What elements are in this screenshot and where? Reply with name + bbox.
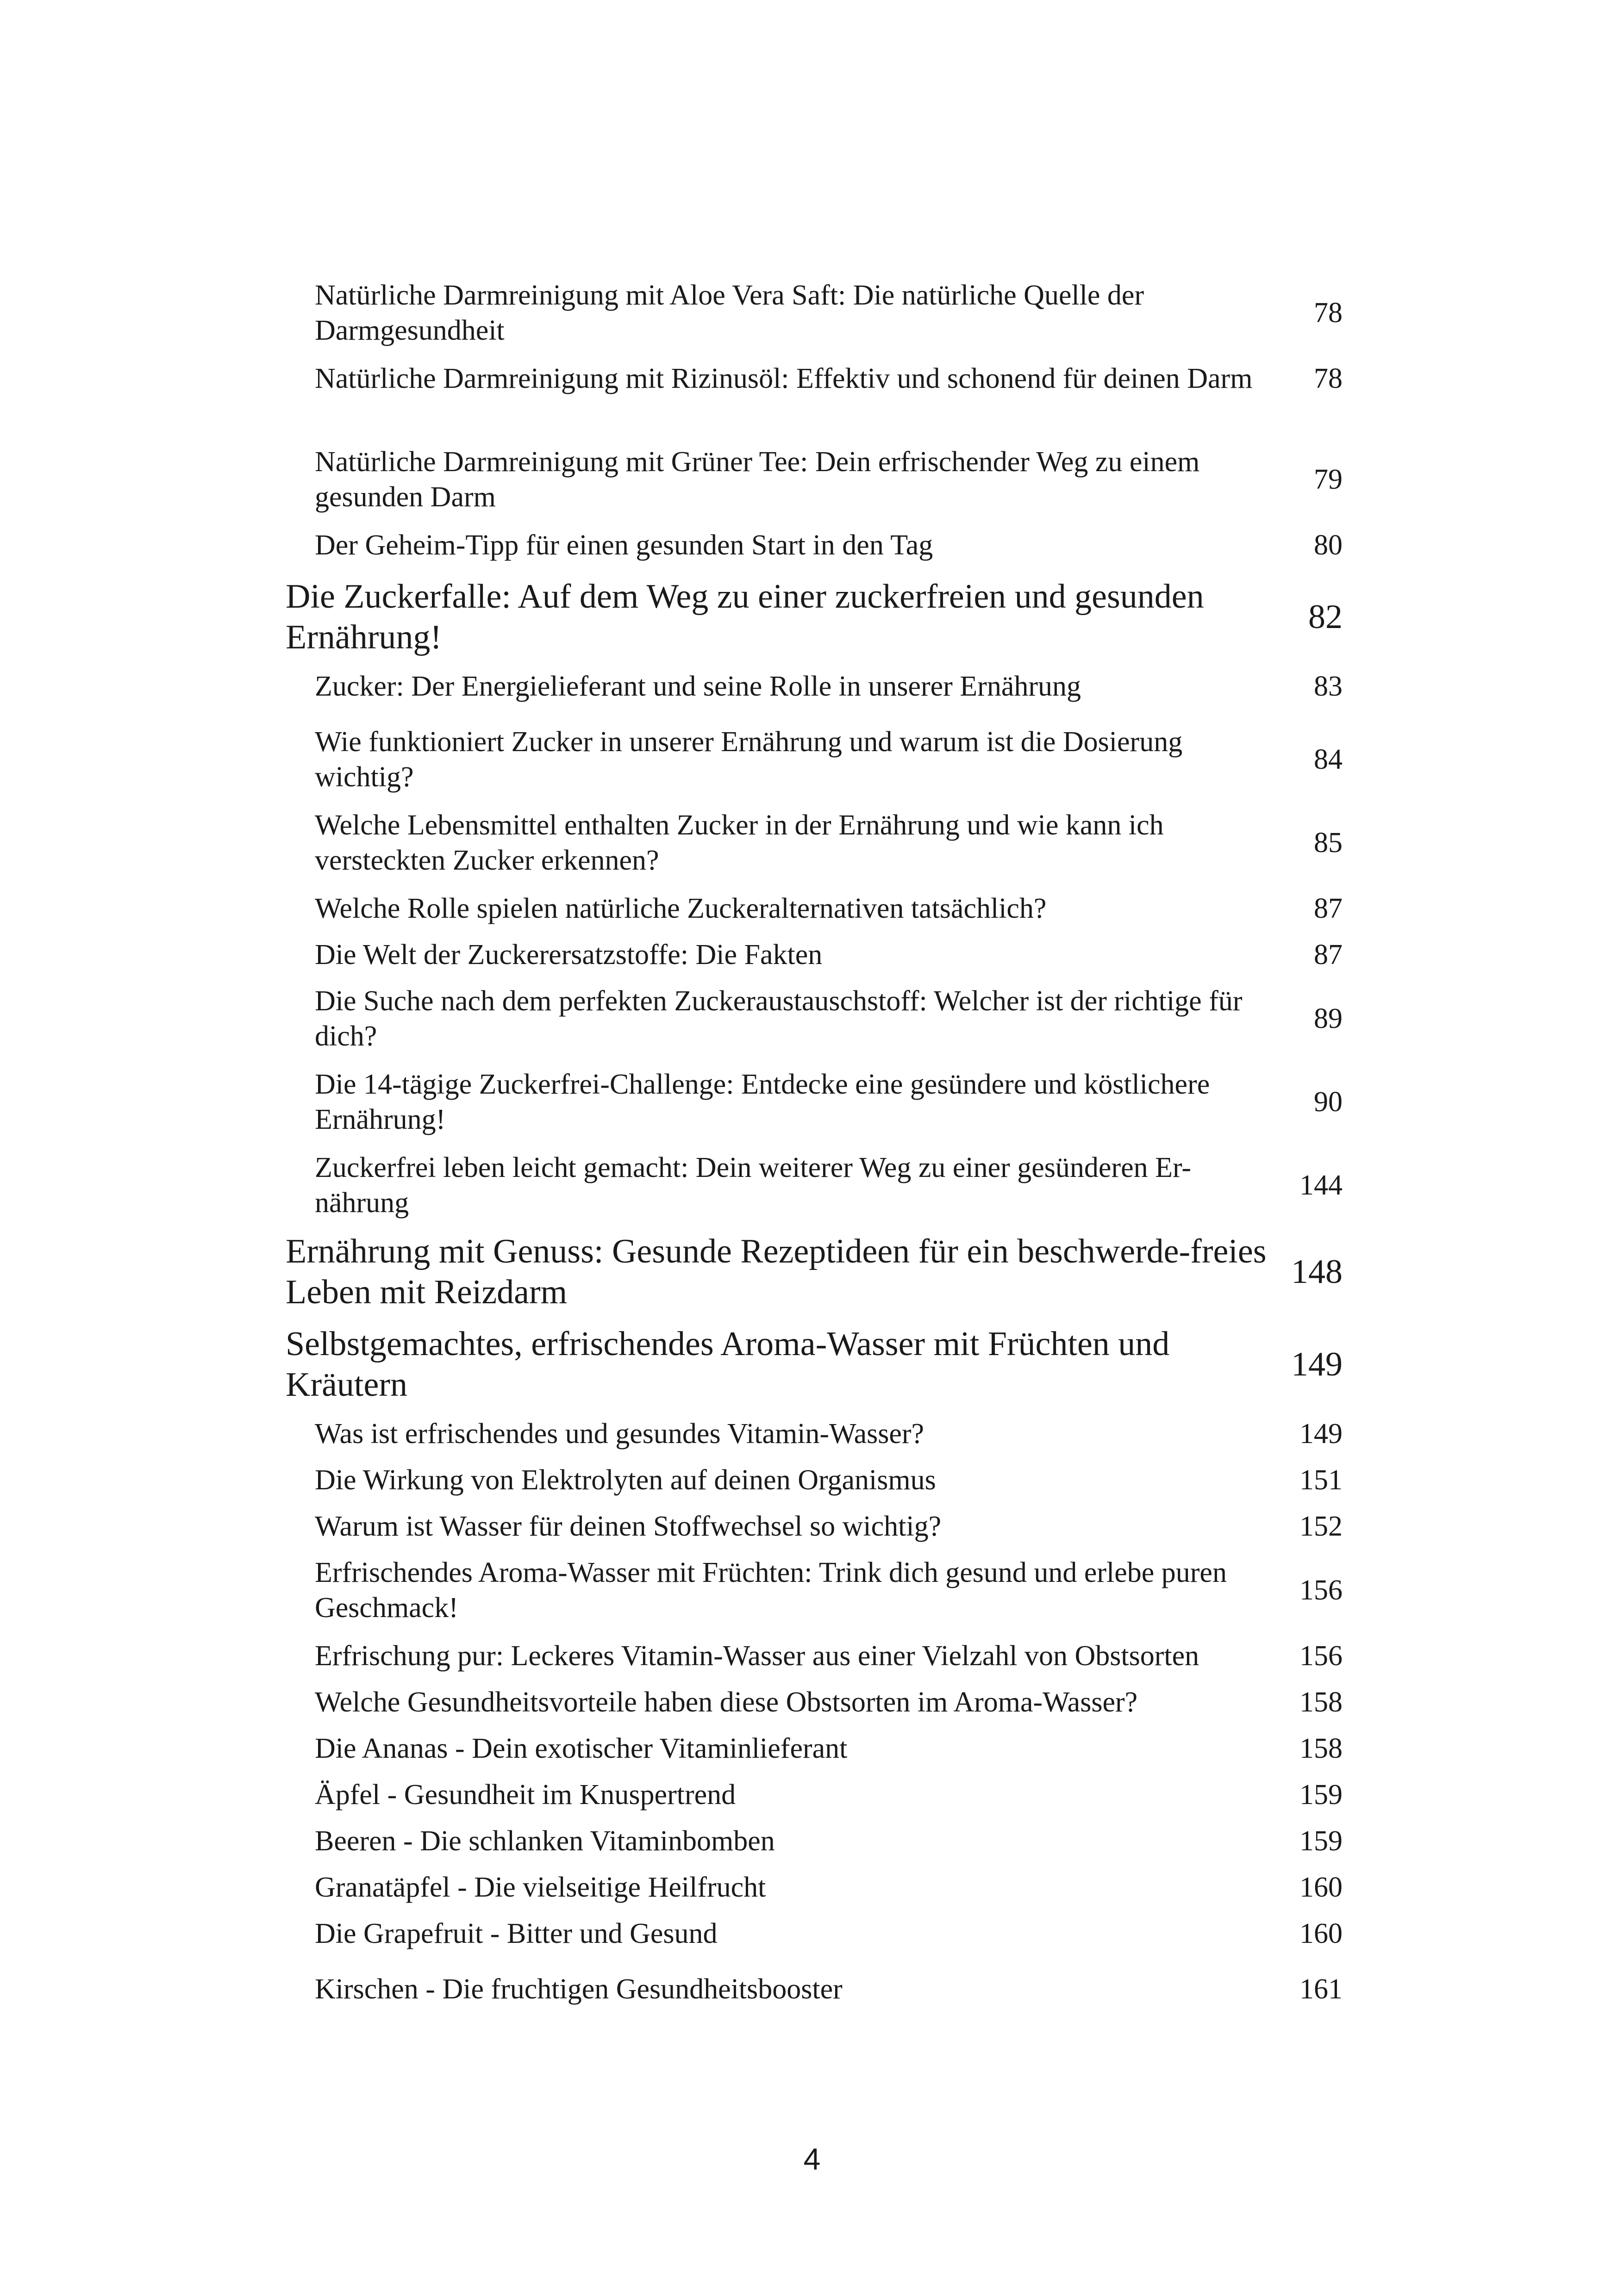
toc-entry[interactable] [315,361,1343,396]
toc-entry-page: 78 [1314,297,1343,329]
toc-entry[interactable] [315,808,1343,878]
toc-entry-title: Warum ist Wasser für deinen Stoffwechsel so wichtig? [315,1511,942,1542]
toc-entry[interactable] [315,528,1343,563]
toc-entry-title: Die Wirkung von Elektrolyten auf deinen Organismus [315,1464,936,1496]
toc-entry-page: 78 [1314,363,1343,394]
toc-entry[interactable] [315,1150,1343,1220]
toc-entry-title: Die 14-tägige Zuckerfrei-Challenge: Entdecke eine gesündere und köstlichere Ernährung! [315,1069,1210,1135]
toc-entry[interactable] [315,1870,1343,1905]
toc-entry[interactable] [315,1777,1343,1812]
toc-entry-title: Granatäpfel - Die vielseitige Heilfrucht [315,1872,766,1903]
toc-entry-page: 89 [1314,1003,1343,1034]
toc-entry-page: 149 [1299,1418,1343,1450]
toc-entry[interactable] [315,1416,1343,1451]
toc-entry-title: Welche Rolle spielen natürliche Zuckeralternativen tatsächlich? [315,893,1047,924]
toc-chapter-title: Ernährung mit Genuss: Gesunde Rezeptideen für ein beschwerde-freies Leben mit Reizdarm [286,1232,1267,1311]
toc-entry-page: 87 [1314,893,1343,924]
toc-chapter-page: 148 [1291,1253,1343,1291]
toc-entry[interactable] [315,937,1343,972]
toc-entry-page: 151 [1299,1464,1343,1496]
toc-entry-title: Äpfel - Gesundheit im Knuspertrend [315,1779,736,1811]
toc-entry-page: 159 [1299,1779,1343,1811]
toc-entry-title: Natürliche Darmreinigung mit Rizinusöl: Effektiv und schonend für deinen Darm [315,363,1253,394]
toc-chapter[interactable] [286,576,1343,658]
toc-entry-page: 83 [1314,671,1343,702]
toc-entry-title: Erfrischendes Aroma-Wasser mit Früchten: Trink dich gesund und erlebe puren Geschmack! [315,1557,1227,1624]
toc-entry-page: 159 [1299,1825,1343,1857]
toc-entry-page: 156 [1299,1640,1343,1672]
toc-chapter[interactable] [286,1324,1343,1405]
toc-entry-page: 79 [1314,464,1343,495]
toc-entry-page: 90 [1314,1086,1343,1118]
toc-entry-page: 160 [1299,1918,1343,1949]
toc-entry-page: 158 [1299,1686,1343,1718]
toc-chapter-title: Selbstgemachtes, erfrischendes Aroma-Wasser mit Früchten und Kräutern [286,1325,1170,1404]
toc-entry[interactable] [315,1685,1343,1720]
toc-entry-title: Zuckerfrei leben leicht gemacht: Dein weiterer Weg zu einer gesünderen Er-nährung [315,1152,1192,1219]
toc-entry-page: 160 [1299,1872,1343,1903]
toc-entry[interactable] [315,724,1343,795]
toc-entry[interactable] [315,891,1343,926]
toc-chapter-page: 82 [1308,598,1343,636]
toc-entry-page: 152 [1299,1511,1343,1542]
toc-entry-page: 156 [1299,1574,1343,1606]
toc-entry-page: 87 [1314,939,1343,971]
toc-entry[interactable] [315,1731,1343,1766]
page-number: 4 [803,2142,821,2176]
toc-entry-page: 144 [1299,1170,1343,1201]
toc-entry[interactable] [315,983,1343,1054]
toc-entry-page: 80 [1314,529,1343,561]
toc-entry-title: Die Welt der Zuckerersatzstoffe: Die Fakten [315,939,823,971]
toc-entry[interactable] [315,1823,1343,1859]
toc-entry-title: Natürliche Darmreinigung mit Grüner Tee: Dein erfrischender Weg zu einem gesunden Darm [315,446,1200,513]
toc-entry-title: Welche Lebensmittel enthalten Zucker in der Ernährung und wie kann ich versteckten Zucker erkennen? [315,809,1164,876]
toc-entry[interactable] [315,1916,1343,1951]
toc-entry[interactable] [315,1462,1343,1498]
toc-entry-title: Welche Gesundheitsvorteile haben diese Obstsorten im Aroma-Wasser? [315,1686,1138,1718]
toc-entry-title: Der Geheim-Tipp für einen gesunden Start in den Tag [315,529,933,561]
toc-entry-page: 158 [1299,1733,1343,1764]
toc-entry[interactable] [315,1638,1343,1674]
toc-entry-title: Beeren - Die schlanken Vitaminbomben [315,1825,775,1857]
toc-entry-title: Zucker: Der Energielieferant und seine Rolle in unserer Ernährung [315,671,1081,702]
toc-entry[interactable] [315,669,1343,704]
toc-entry-title: Die Suche nach dem perfekten Zuckeraustauschstoff: Welcher ist der richtige für dich? [315,985,1243,1052]
toc-entry[interactable] [315,1972,1343,2007]
toc-entry-title: Erfrischung pur: Leckeres Vitamin-Wasser aus einer Vielzahl von Obstsorten [315,1640,1199,1672]
toc-entry-title: Natürliche Darmreinigung mit Aloe Vera Saft: Die natürliche Quelle der Darmgesundheit [315,280,1144,346]
toc-entry-page: 85 [1314,827,1343,859]
toc-entry-title: Kirschen - Die fruchtigen Gesundheitsbooster [315,1973,843,2005]
toc-chapter[interactable] [286,1231,1343,1313]
toc-entry[interactable] [315,1509,1343,1544]
toc-entry-page: 161 [1299,1973,1343,2005]
toc-entry-title: Was ist erfrischendes und gesundes Vitamin-Wasser? [315,1418,924,1450]
toc-chapter-title: Die Zuckerfalle: Auf dem Weg zu einer zuckerfreien und gesunden Ernährung! [286,578,1204,656]
toc-entry-page: 84 [1314,744,1343,775]
toc-entry[interactable] [315,278,1343,348]
toc-chapter-page: 149 [1291,1345,1343,1383]
toc-entry-title: Die Ananas - Dein exotischer Vitaminlieferant [315,1733,848,1764]
toc-entry[interactable] [315,444,1343,515]
toc-entry[interactable] [315,1555,1343,1625]
toc-entry[interactable] [315,1067,1343,1137]
toc-entry-title: Die Grapefruit - Bitter und Gesund [315,1918,718,1949]
toc-entry-title: Wie funktioniert Zucker in unserer Ernährung und warum ist die Dosierung wichtig? [315,726,1183,793]
